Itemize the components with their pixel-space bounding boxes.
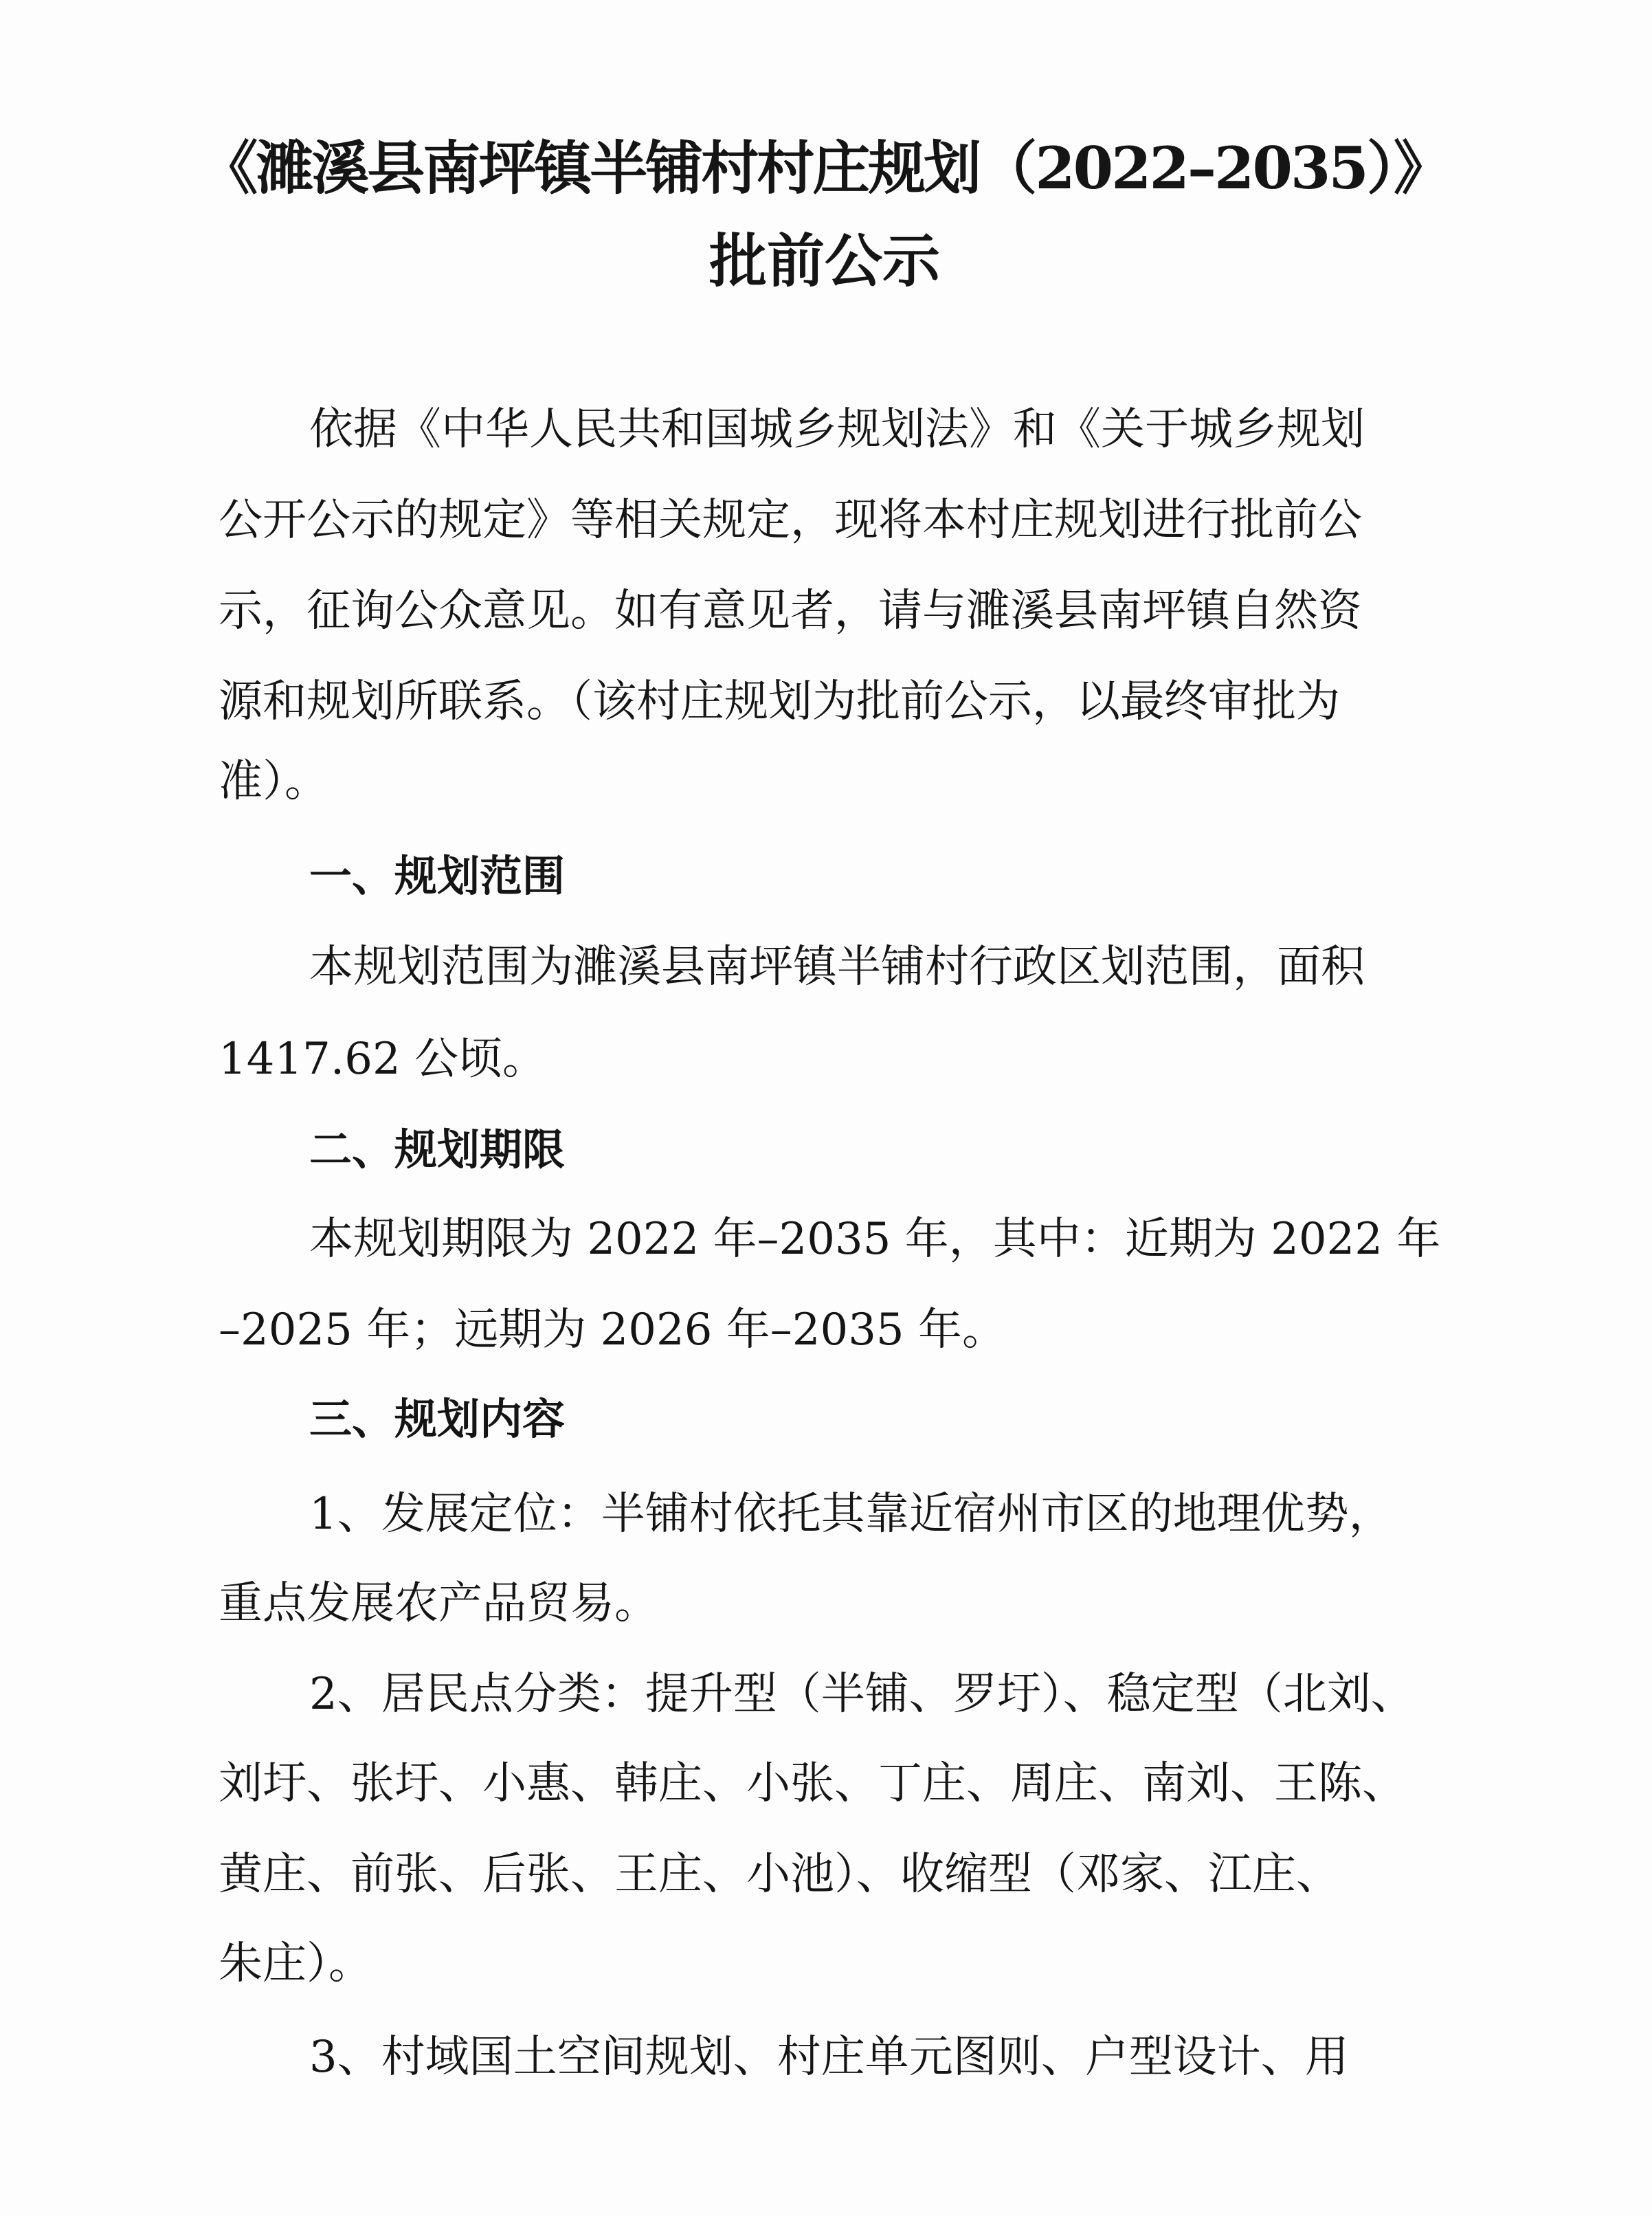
item-1-line-2: 重点发展农产品贸易。 [219,1578,658,1629]
intro-line-3: 示，征询公众意见。如有意见者，请与濉溪县南坪镇自然资 [219,586,1362,636]
item-1-line-1: 1、发展定位：半铺村依托其靠近宿州市区的地理优势， [309,1489,1393,1540]
item-2-line-2: 刘圩、张圩、小惠、韩庄、小张、丁庄、周庄、南刘、王陈、 [219,1758,1406,1809]
intro-line-1: 依据《中华人民共和国城乡规划法》和《关于城乡规划 [309,404,1365,455]
item-2-line-1: 2、居民点分类：提升型（半铺、罗圩）、稳定型（北刘、 [309,1669,1415,1720]
document-subtitle: 批前公示 [708,227,940,295]
intro-line-4: 源和规划所联系。（该村庄规划为批前公示，以最终审批为 [219,676,1340,727]
section-1-line-2: 1417.62 公顷。 [219,1034,546,1085]
item-3-line-1: 3、村域国土空间规划、村庄单元图则、户型设计、用 [309,2032,1349,2083]
section-2-line-2: –2025 年；远期为 2026 年–2035 年。 [219,1305,1006,1355]
item-2-line-4: 朱庄）。 [219,1938,372,1989]
section-1-heading: 一、规划范围 [309,851,566,901]
intro-line-2: 公开公示的规定》等相关规定，现将本村庄规划进行批前公 [219,495,1362,546]
intro-line-5: 准）。 [219,756,328,807]
section-3-heading: 三、规划内容 [309,1394,566,1444]
section-2-line-1: 本规划期限为 2022 年–2035 年，其中：近期为 2022 年 [309,1214,1441,1265]
section-2-heading: 二、规划期限 [309,1124,566,1175]
document-title: 《濉溪县南坪镇半铺村村庄规划（2022–2035）》 [200,134,1449,202]
item-2-line-3: 黄庄、前张、后张、王庄、小池）、收缩型（邓家、江庄、 [219,1849,1340,1900]
section-1-line-1: 本规划范围为濉溪县南坪镇半铺村行政区划范围，面积 [309,942,1365,993]
